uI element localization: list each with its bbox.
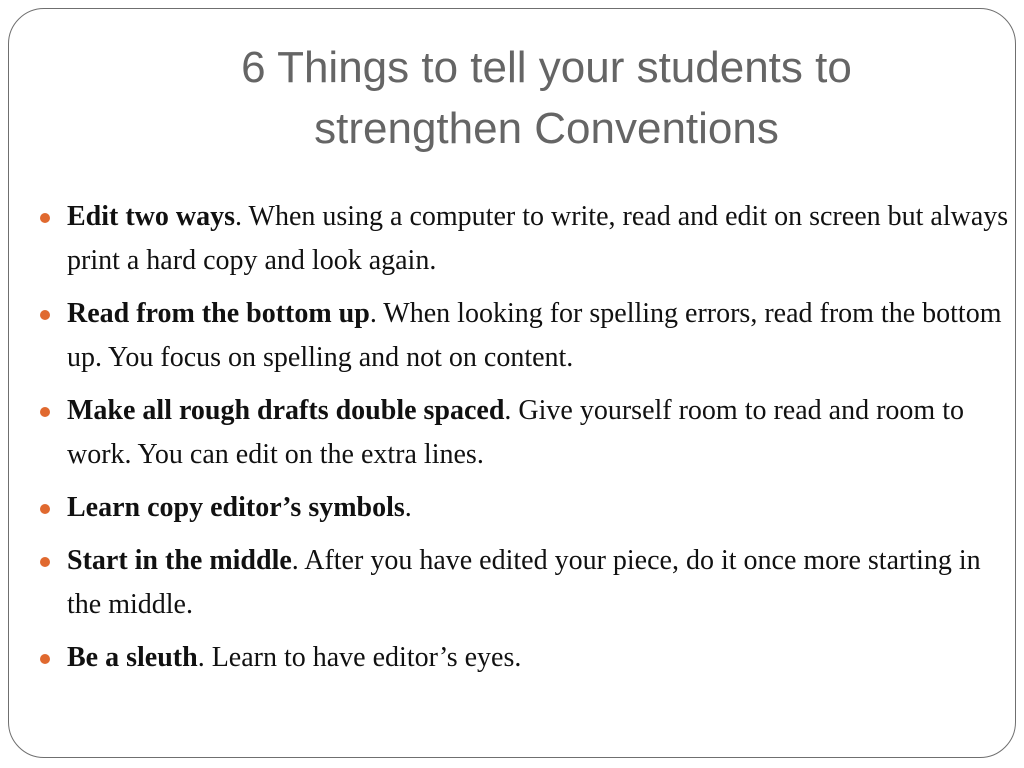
slide-frame <box>8 8 1016 758</box>
list-item <box>39 539 1009 627</box>
list-item <box>39 292 1009 380</box>
slide-title-line-2: strengthen Conventions <box>314 104 779 153</box>
bullet-body-text: . When looking for spelling errors, read from the bottom up. You focus on spelling and not on content. <box>67 298 1002 373</box>
slide-title <box>159 37 934 159</box>
bullet-body-text: . When using a computer to write, read and edit on screen but always print a hard copy and look again. <box>67 201 1009 276</box>
bullet-lead-text: Read from the bottom up <box>67 298 370 329</box>
bullet-icon <box>40 407 50 417</box>
bullet-icon <box>40 504 50 514</box>
bullet-body-text: . After you have edited your piece, do it once more starting in the middle. <box>67 545 981 620</box>
list-item <box>39 636 1009 680</box>
bullet-icon <box>40 557 50 567</box>
bullet-icon <box>40 654 50 664</box>
bullet-body-text: . Give yourself room to read and room to work. You can edit on the extra lines. <box>67 395 964 470</box>
bullet-lead-text: Start in the middle <box>67 545 292 576</box>
bullet-body-text: . <box>404 492 412 523</box>
bullet-icon <box>40 310 50 320</box>
bullet-lead-text: Be a sleuth <box>67 642 198 673</box>
list-item <box>39 486 1009 530</box>
slide-title-line-1: 6 Things to tell your students to <box>241 43 852 92</box>
list-item <box>39 389 1009 477</box>
list-item <box>39 195 1009 283</box>
bullet-list <box>39 195 1009 689</box>
bullet-lead-text: Learn copy editor’s symbols <box>67 492 405 523</box>
bullet-lead-text: Make all rough drafts double spaced <box>67 395 505 426</box>
bullet-icon <box>40 213 50 223</box>
bullet-lead-text: Edit two ways <box>67 201 236 232</box>
bullet-body-text: . Learn to have editor’s eyes. <box>197 642 522 673</box>
